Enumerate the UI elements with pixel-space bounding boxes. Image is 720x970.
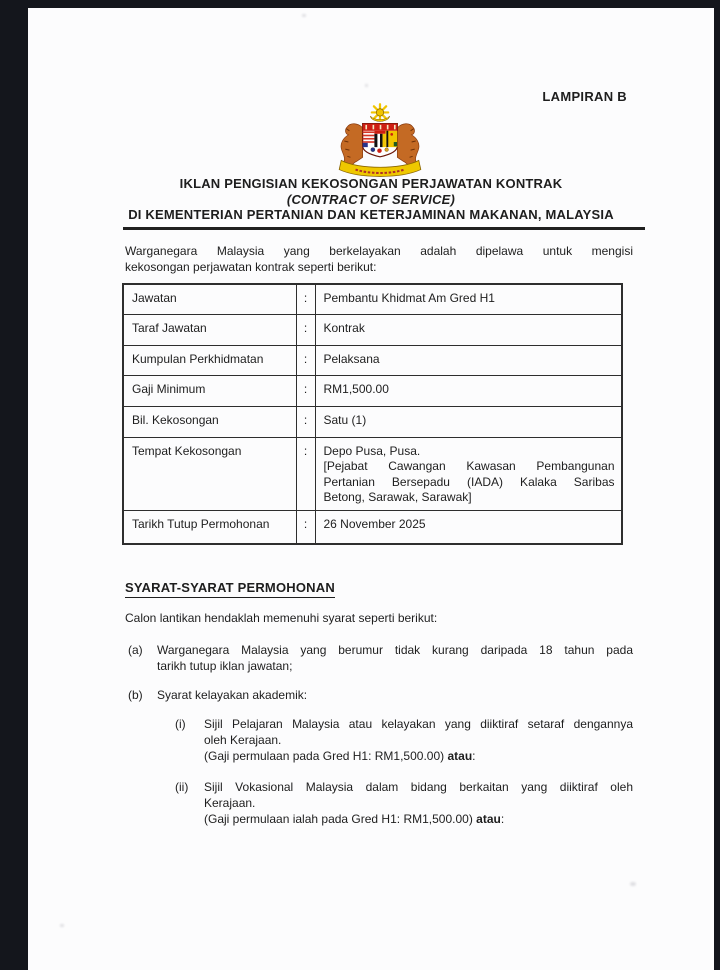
row-colon: :	[296, 345, 315, 375]
item-a-text	[157, 642, 633, 674]
row-label: Gaji Minimum	[123, 375, 296, 406]
sub-ii-line-1: Sijil Vokasional Malaysia dalam bidang berkaitan yang diiktiraf oleh	[204, 780, 633, 794]
sub-ii-line-2: Kerajaan.	[204, 796, 256, 810]
intro-paragraph	[125, 243, 633, 275]
malaysia-coat-of-arms-icon	[329, 102, 431, 180]
row-label: Tarikh Tutup Permohonan	[123, 510, 296, 544]
row-value: RM1,500.00	[315, 375, 622, 406]
row-colon: :	[296, 375, 315, 406]
table-row-tempat-kekosongan	[123, 437, 622, 510]
row-label: Taraf Jawatan	[123, 314, 296, 345]
row-colon: :	[296, 406, 315, 437]
scan-speck	[630, 882, 636, 886]
intro-line-2: kekosongan perjawatan kontrak seperti berikut:	[125, 260, 377, 274]
row-label: Bil. Kekosongan	[123, 406, 296, 437]
syarat-lead-text: Calon lantikan hendaklah memenuhi syarat seperti berikut:	[125, 611, 438, 625]
sub-item-ii-marker: (ii)	[175, 780, 189, 794]
sub-ii-note	[204, 811, 633, 827]
row-value: Kontrak	[315, 314, 622, 345]
sub-i-note-suffix: :	[472, 749, 476, 763]
table-row-tarikh-tutup	[123, 510, 622, 544]
intro-line-1: Warganegara Malaysia yang berkelayakan adalah dipelawa untuk mengisi	[125, 244, 633, 258]
scan-speck	[365, 84, 368, 87]
table-row-kumpulan-perkhidmatan	[123, 345, 622, 375]
item-a-line-1: Warganegara Malaysia yang berumur tidak kurang daripada 18 tahun pada	[157, 643, 633, 657]
item-b-text: Syarat kelayakan akademik:	[157, 688, 308, 702]
row-label: Tempat Kekosongan	[123, 437, 296, 510]
row-value: Pembantu Khidmat Am Gred H1	[315, 284, 622, 314]
row-colon: :	[296, 314, 315, 345]
sub-i-note-bold: atau	[447, 749, 473, 763]
sub-item-ii-text	[204, 779, 633, 827]
scan-speck	[60, 924, 64, 927]
sub-item-i-text	[204, 716, 633, 764]
table-row-bil-kekosongan	[123, 406, 622, 437]
title-divider-rule	[123, 227, 645, 230]
item-a-line-2: tarikh tutup iklan jawatan;	[157, 659, 293, 673]
syarat-section-heading: SYARAT-SYARAT PERMOHONAN	[125, 580, 335, 598]
sub-ii-note-prefix: (Gaji permulaan ialah pada Gred H1: RM1,500.00)	[204, 812, 477, 826]
item-a-marker: (a)	[128, 643, 143, 657]
row-value: Satu (1)	[315, 406, 622, 437]
sub-i-line-2: oleh Kerajaan.	[204, 733, 282, 747]
row-value: Pelaksana	[315, 345, 622, 375]
document-page	[28, 8, 714, 970]
sub-i-note	[204, 748, 633, 764]
title-line-2: (CONTRACT OF SERVICE)	[286, 191, 456, 207]
tempat-line-2: [Pejabat Cawangan Kawasan Pembangunan	[323, 459, 615, 473]
tempat-line-1: Depo Pusa, Pusa.	[323, 443, 421, 458]
tempat-line-3: Pertanian Bersepadu (IADA) Kalaka Saribas	[323, 474, 615, 489]
row-colon: :	[296, 510, 315, 544]
title-line-1: IKLAN PENGISIAN KEKOSONGAN PERJAWATAN KONTRAK	[179, 176, 563, 191]
table-row-gaji-minimum	[123, 375, 622, 406]
document-title	[81, 176, 661, 223]
row-colon: :	[296, 437, 315, 510]
row-colon: :	[296, 284, 315, 314]
sub-ii-note-bold: atau	[476, 812, 501, 826]
row-value: 26 November 2025	[315, 510, 622, 544]
lampiran-label: LAMPIRAN B	[542, 89, 627, 104]
emblem-graphic	[329, 102, 431, 180]
title-line-3: DI KEMENTERIAN PERTANIAN DAN KETERJAMINAN MAKANAN, MALAYSIA	[128, 207, 614, 222]
row-label: Jawatan	[123, 284, 296, 314]
row-value	[315, 437, 622, 510]
sub-i-note-prefix: (Gaji permulaan pada Gred H1: RM1,500.00)	[204, 749, 448, 763]
sub-item-i-marker: (i)	[175, 717, 186, 731]
tempat-line-4: Betong, Sarawak, Sarawak]	[323, 490, 472, 504]
vacancy-table	[122, 283, 623, 545]
table-row-jawatan	[123, 284, 622, 314]
table-row-taraf-jawatan	[123, 314, 622, 345]
item-b-marker: (b)	[128, 688, 143, 702]
scan-speck	[302, 14, 306, 17]
row-label: Kumpulan Perkhidmatan	[123, 345, 296, 375]
sub-ii-note-suffix: :	[500, 812, 505, 826]
sub-i-line-1: Sijil Pelajaran Malaysia atau kelayakan yang diiktiraf setaraf dengannya	[204, 717, 633, 731]
